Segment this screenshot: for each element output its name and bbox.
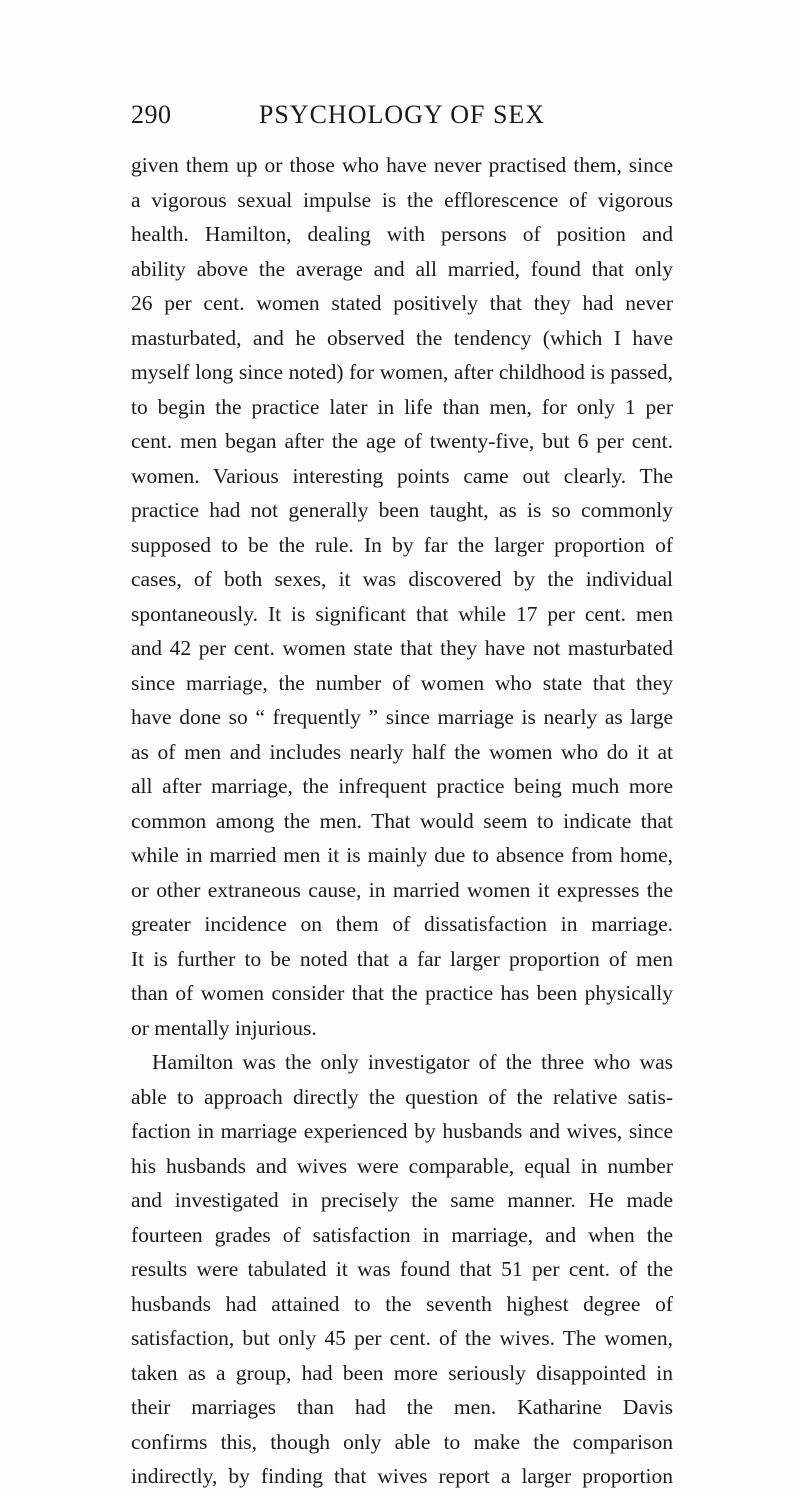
text-line: satisfaction, but only 45 per cent. of the wives. The women, [131, 1326, 673, 1350]
text-line: since marriage, the number of women who state that they [131, 670, 673, 695]
text-line: ability above the average and all married, found that only [131, 256, 673, 281]
text-line: a vigorous sexual impulse is the efflorescence of vigorous [131, 187, 673, 212]
text-line: than of women consider that the practice has been physically [131, 981, 673, 1005]
running-title: PSYCHOLOGY OF SEX [258, 100, 546, 129]
text-line: and investigated in precisely the same manner. He made [131, 1188, 673, 1212]
text-line: as of men and includes nearly half the women who do it at [131, 739, 673, 764]
text-line: women. Various interesting points came out clearly. The [131, 463, 673, 488]
text-line: confirms this, though only able to make the comparison [131, 1429, 673, 1454]
text-line: cent. men began after the age of twenty-five, but 6 per cent. [131, 429, 673, 453]
text-line: or other extraneous cause, in married women it expresses the [131, 877, 673, 902]
text-line: fourteen grades of satisfaction in marriage, and when the [131, 1222, 673, 1247]
text-line: common among the men. That would seem to indicate that [131, 808, 673, 833]
text-line: practice had not generally been taught, as is so commonly [131, 498, 673, 522]
paragraph-end-line: or mentally injurious. [131, 1015, 317, 1040]
text-line: greater incidence on them of dissatisfaction in marriage. [131, 912, 673, 936]
body-text [131, 148, 673, 1494]
paragraph-start-line: Hamilton was the only investigator of the three who was [152, 1050, 673, 1074]
text-line: health. Hamilton, dealing with persons of position and [131, 222, 673, 246]
text-line: spontaneously. It is significant that while 17 per cent. men [131, 601, 673, 626]
text-line: results were tabulated it was found that 51 per cent. of the [131, 1257, 673, 1281]
page-number: 290 [131, 100, 172, 129]
text-line: to begin the practice later in life than men, for only 1 per [131, 394, 673, 419]
text-line: faction in marriage experienced by husbands and wives, since [131, 1119, 673, 1143]
text-line: taken as a group, had been more seriously disappointed in [131, 1360, 673, 1385]
text-line: given them up or those who have never practised them, since [131, 153, 673, 177]
text-line: 26 per cent. women stated positively that they had never [131, 291, 673, 315]
text-line: supposed to be the rule. In by far the larger proportion of [131, 532, 673, 557]
text-line: masturbated, and he observed the tendency (which I have [131, 325, 673, 350]
page-header [131, 100, 673, 140]
text-line: all after marriage, the infrequent practice being much more [131, 774, 673, 798]
text-line: myself long since noted) for women, after childhood is passed, [131, 360, 673, 384]
text-line: able to approach directly the question of the relative satis- [131, 1084, 673, 1109]
text-line: husbands had attained to the seventh highest degree of [131, 1291, 673, 1316]
text-line: have done so “ frequently ” since marriage is nearly as large [131, 705, 673, 729]
text-line: It is further to be noted that a far larger proportion of men [131, 946, 673, 971]
text-line: their marriages than had the men. Katharine Davis [131, 1395, 673, 1419]
text-line: his husbands and wives were comparable, equal in number [131, 1153, 673, 1178]
text-line: while in married men it is mainly due to absence from home, [131, 843, 673, 867]
text-line: indirectly, by finding that wives report a larger proportion [131, 1464, 673, 1488]
text-line: and 42 per cent. women state that they have not masturbated [131, 636, 673, 660]
text-line: cases, of both sexes, it was discovered by the individual [131, 567, 673, 591]
